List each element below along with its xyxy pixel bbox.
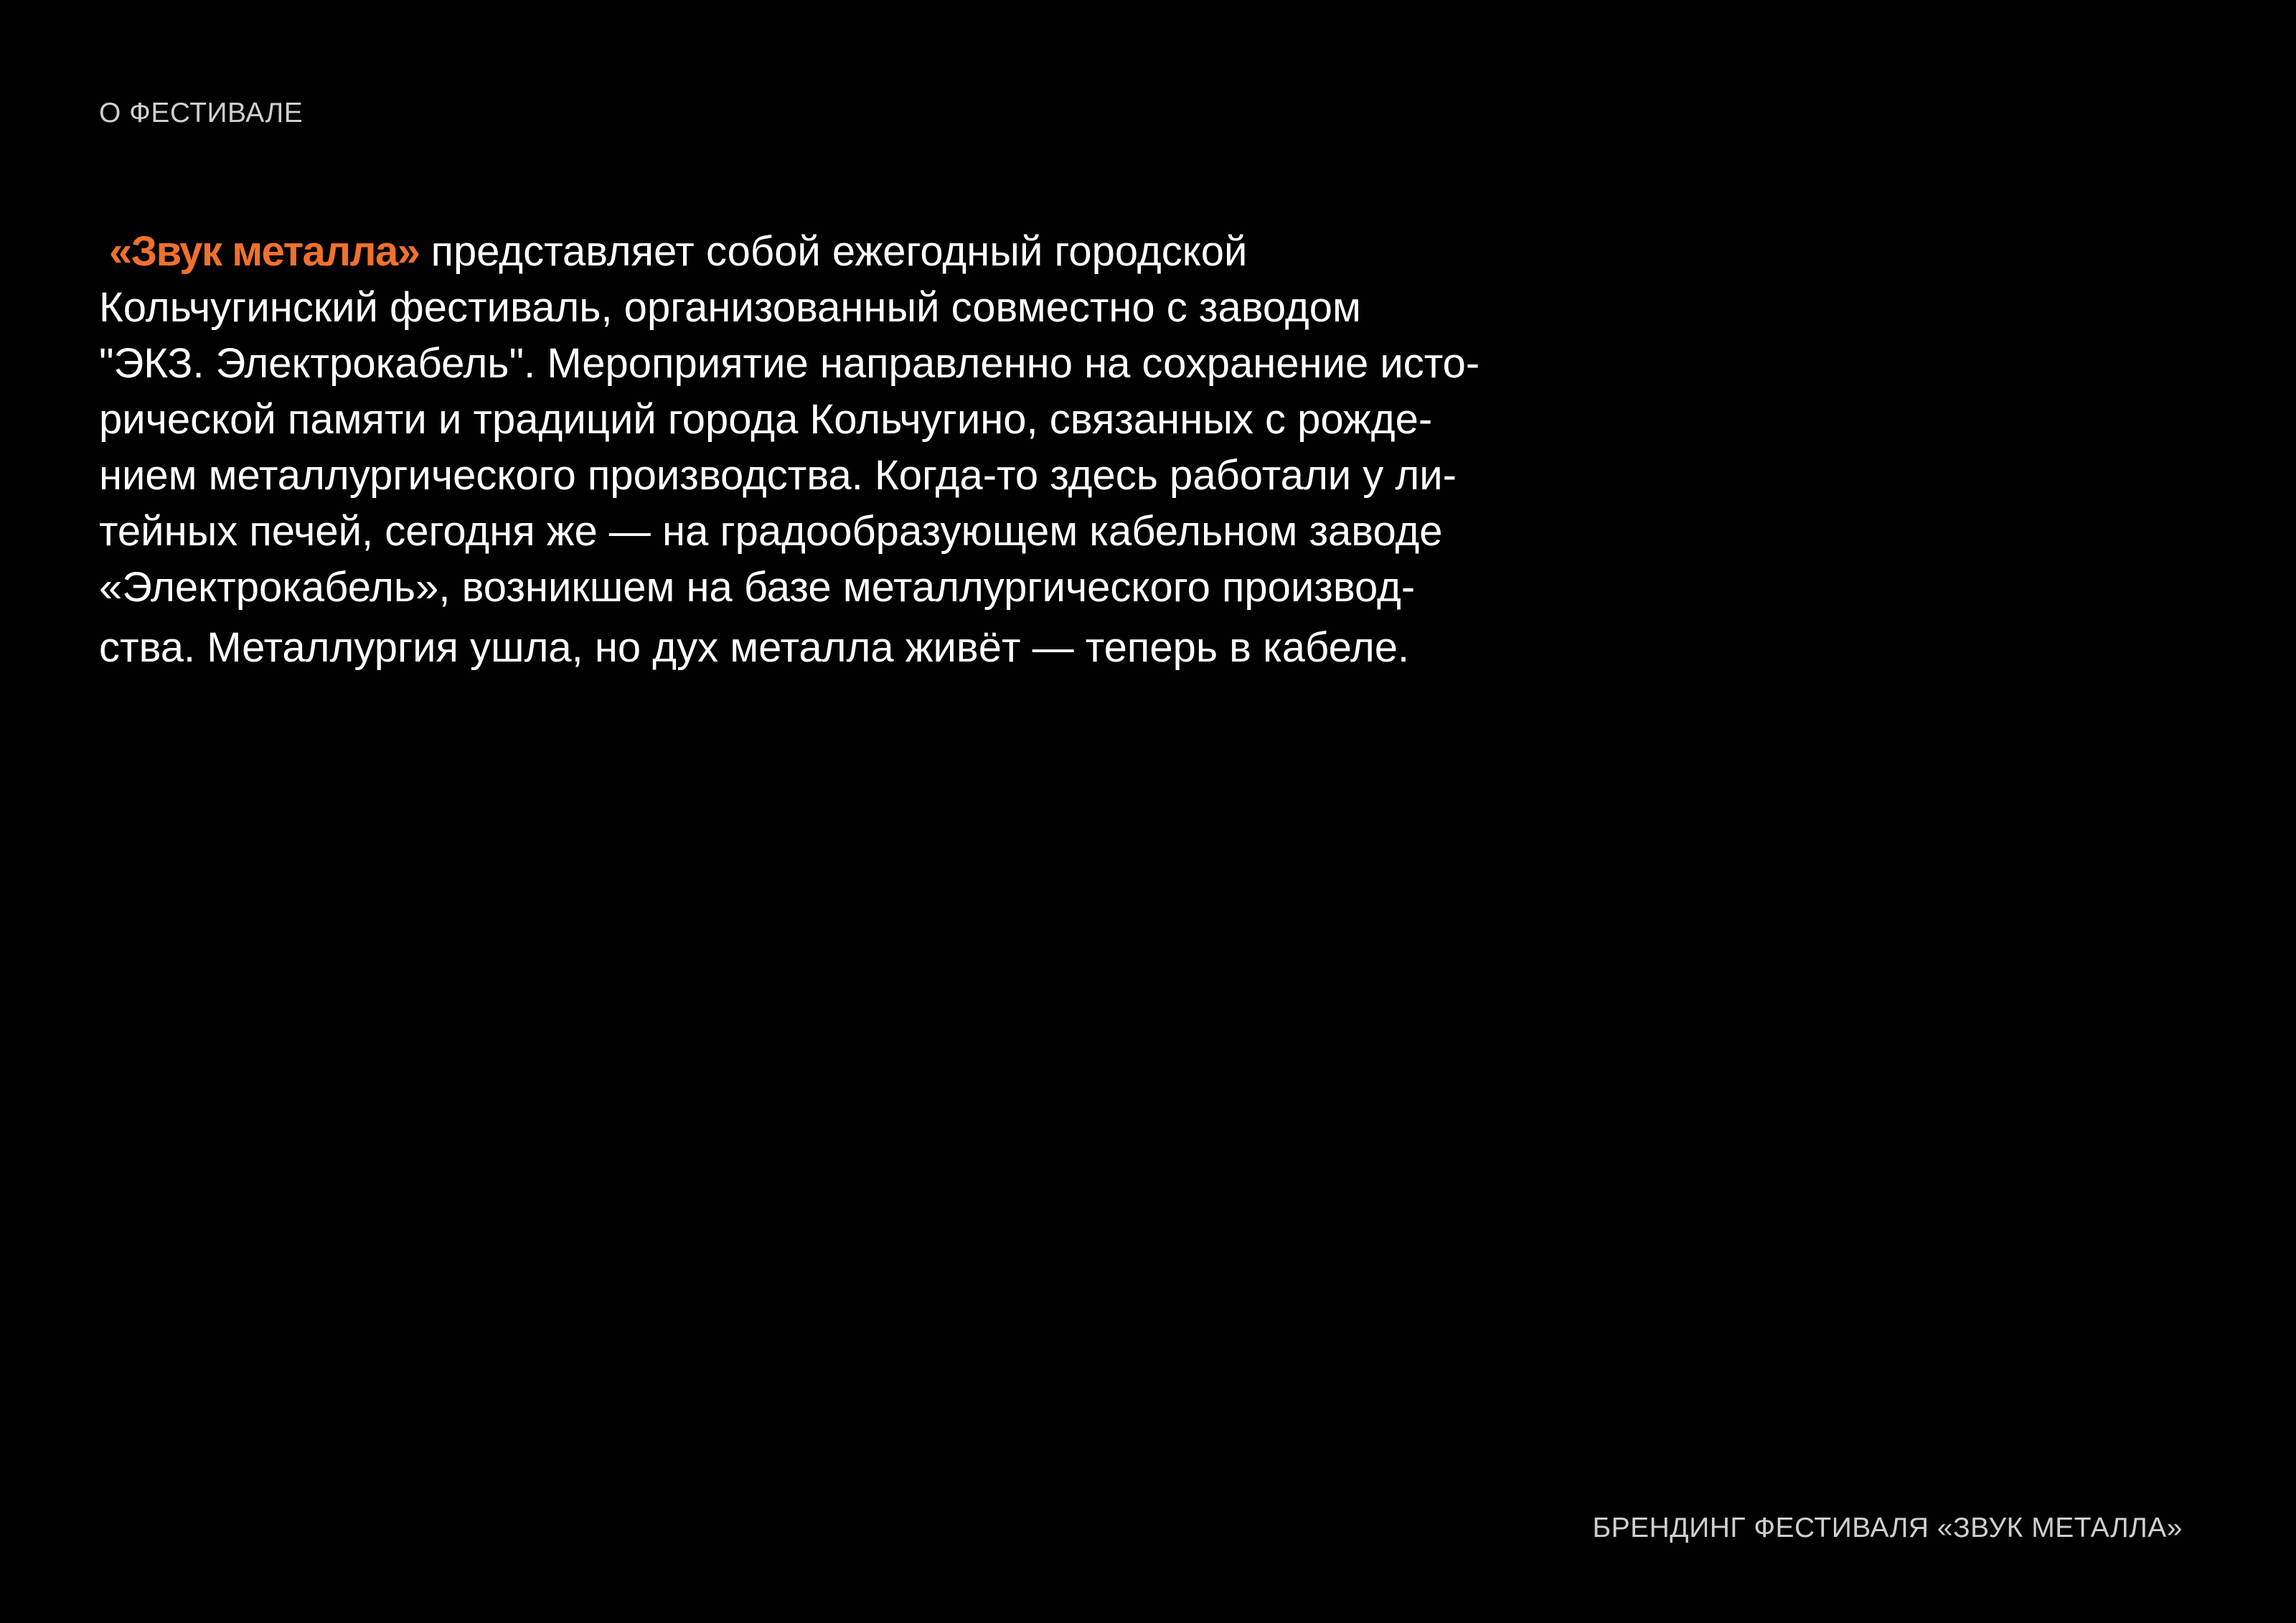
intro-line-8: ства. Металлургия ушла, но дух металла живёт — теперь в кабеле.	[99, 624, 1410, 671]
intro-line-7: «Электрокабель», возникшем на базе металлургического производ-	[99, 564, 1416, 611]
intro-line-4: рической памяти и традиций города Кольчугино, связанных с рожде-	[99, 396, 1433, 443]
intro-line-6: тейных печей, сегодня же — на градообразующем кабельном заводе	[99, 508, 1443, 555]
intro-line-2: Кольчугинский фестиваль, организованный совместно с заводом	[99, 284, 1361, 331]
intro-line-1-rest: представляет собой ежегодный городской	[419, 228, 1248, 275]
intro-line-3: "ЭКЗ. Электрокабель". Мероприятие направленно на сохранение исто-	[99, 340, 1480, 387]
intro-paragraph	[99, 224, 1479, 676]
footer-branding-label: БРЕНДИНГ ФЕСТИВАЛЯ «ЗВУК МЕТАЛЛА»	[1592, 1513, 2183, 1543]
intro-line-1	[99, 224, 1479, 280]
intro-line-5: нием металлургического производства. Когда-то здесь работали у ли-	[99, 452, 1457, 499]
section-label: О ФЕСТИВАЛЕ	[99, 98, 304, 128]
festival-name-highlight: «Звук металла»	[109, 228, 420, 275]
